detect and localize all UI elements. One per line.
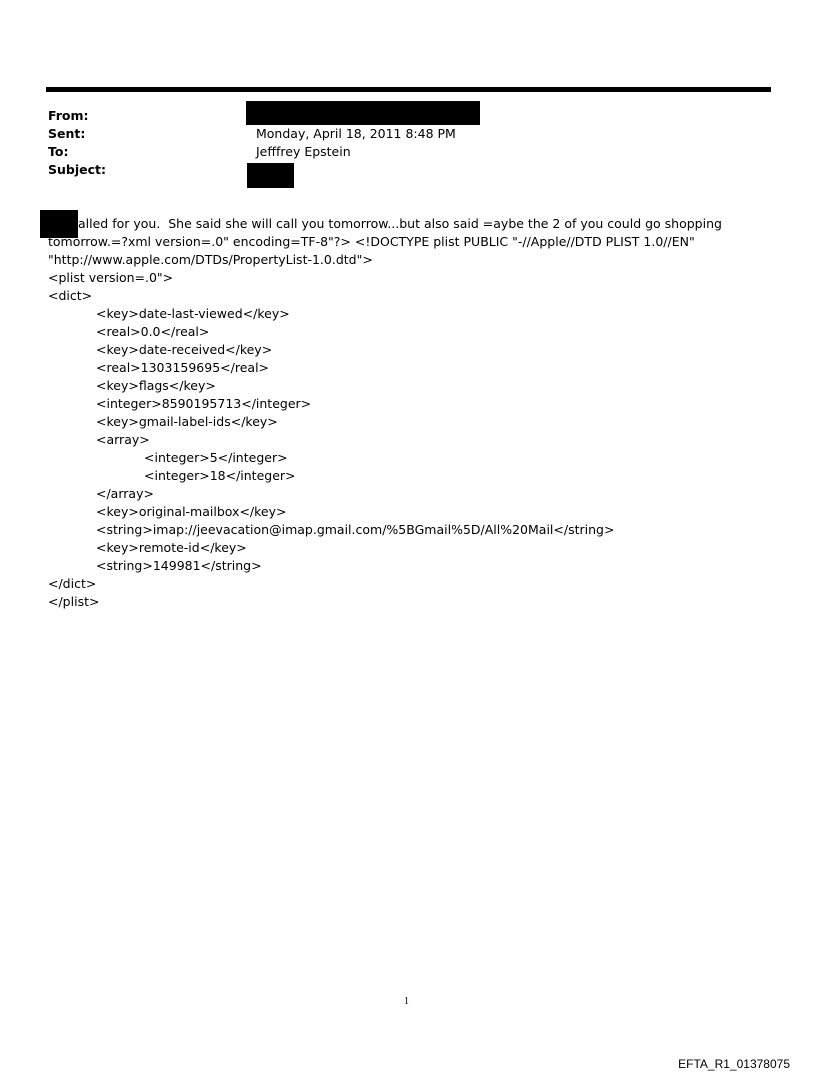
- sent-label: Sent:: [48, 126, 86, 141]
- body-line: <plist version=.0">: [48, 270, 174, 285]
- header-rule: [46, 87, 771, 92]
- body-line: tomorrow.=?xml version=.0" encoding=TF-8"?> <!DOCTYPE plist PUBLIC "-//Apple//DTD PLIST 1.0//EN": [48, 234, 695, 249]
- body-line: <string>imap://jeevacation@imap.gmail.com/%5BGmail%5D/All%20Mail</string>: [96, 522, 615, 537]
- sent-value: Monday, April 18, 2011 8:48 PM: [256, 126, 456, 141]
- subject-label: Subject:: [48, 162, 106, 177]
- body-line: <key>date-received</key>: [96, 342, 273, 357]
- body-line: "http://www.apple.com/DTDs/PropertyList-1.0.dtd">: [48, 252, 373, 267]
- body-line: <key>original-mailbox</key>: [96, 504, 287, 519]
- body-line: </plist>: [48, 594, 100, 609]
- document-id: EFTA_R1_01378075: [678, 1057, 790, 1071]
- body-line: <real>1303159695</real>: [96, 360, 270, 375]
- body-line: <integer>18</integer>: [144, 468, 296, 483]
- from-label: From:: [48, 108, 89, 123]
- body-line: <key>remote-id</key>: [96, 540, 247, 555]
- body-line: </dict>: [48, 576, 97, 591]
- to-value: Jefffrey Epstein: [256, 144, 351, 159]
- to-label: To:: [48, 144, 69, 159]
- body-line: alled for you. She said she will call you tomorrow...but also said =aybe the 2 of you could go shopping: [78, 216, 722, 231]
- redaction-from: [246, 101, 480, 125]
- body-line: </array>: [96, 486, 154, 501]
- body-line: <key>gmail-label-ids</key>: [96, 414, 278, 429]
- body-line: <dict>: [48, 288, 93, 303]
- redaction-subject: [247, 163, 294, 188]
- body-line: <key>date-last-viewed</key>: [96, 306, 290, 321]
- body-line: <array>: [96, 432, 150, 447]
- body-line: <string>149981</string>: [96, 558, 262, 573]
- body-line: <integer>8590195713</integer>: [96, 396, 312, 411]
- body-line: <integer>5</integer>: [144, 450, 288, 465]
- page-number: 1: [404, 996, 409, 1007]
- body-line: <real>0.0</real>: [96, 324, 210, 339]
- body-line: <key>flags</key>: [96, 378, 216, 393]
